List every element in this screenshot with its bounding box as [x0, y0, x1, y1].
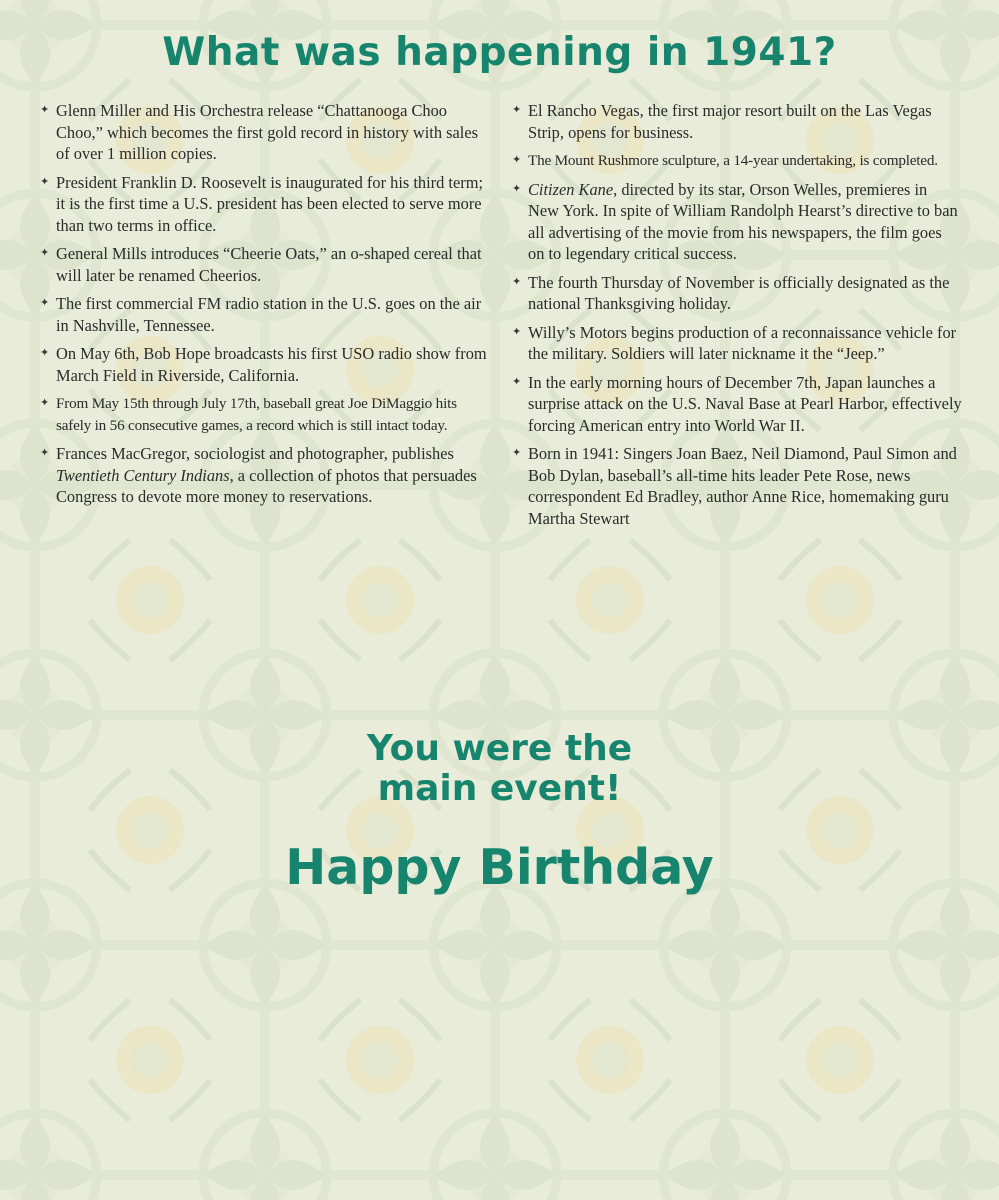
- bullet-icon: ✦: [40, 347, 50, 359]
- bullet-icon: ✦: [512, 375, 522, 388]
- list-item: ✦ Born in 1941: Singers Joan Baez, Neil Diamond, Paul Simon and Bob Dylan, baseball’s all-time hits leader Pete Rose, news correspondent Ed Bradley, author Anne Rice, homemaking guru Martha Stewart: [512, 444, 957, 528]
- list-item: ✦ President Franklin D. Roosevelt is inaugurated for his third term; it is the first time a U.S. president has been elected to serve more than two terms in office.: [40, 172, 483, 235]
- bullet-icon: ✦: [40, 447, 50, 459]
- list-item: ✦ The first commercial FM radio station in the U.S. goes on the air in Nashville, Tennessee.: [40, 294, 482, 335]
- book-title: Twentieth Century Indians: [56, 465, 230, 485]
- bullet-icon: ✦: [512, 154, 522, 166]
- bullet-icon: ✦: [40, 397, 50, 409]
- page-title: What was happening in 1941?: [162, 30, 837, 75]
- list-item: ✦ Glenn Miller and His Orchestra release “Chattanooga Choo Choo,” which becomes the first gold record in history with sales of over 1 million copies.: [40, 101, 478, 163]
- list-item: ✦ From May 15th through July 17th, baseball great Joe DiMaggio hits safely in 56 consecutive games, a record which is still intact today.: [40, 395, 457, 434]
- list-item: ✦ General Mills introduces “Cheerie Oats,” an o-shaped cereal that will later be renamed Cheerios.: [40, 244, 482, 285]
- list-item: ✦ Frances MacGregor, sociologist and photographer, publishes Twentieth Century Indians, a collection of photos that persuades Congress to devote more money to reservations.: [40, 444, 477, 506]
- bullet-icon: ✦: [512, 182, 522, 195]
- closing-line-2: main event!: [377, 768, 622, 809]
- bullet-icon: ✦: [40, 247, 50, 259]
- list-item: ✦ El Rancho Vegas, the first major resort built on the Las Vegas Strip, opens for business.: [512, 101, 932, 142]
- bullet-icon: ✦: [512, 325, 522, 338]
- events-list-left: [40, 100, 490, 515]
- bullet-icon: ✦: [40, 175, 50, 188]
- list-item: ✦ The fourth Thursday of November is officially designated as the national Thanksgiving holiday.: [512, 272, 950, 313]
- bullet-icon: ✦: [40, 297, 50, 309]
- bullet-icon: ✦: [40, 104, 50, 116]
- closing-line-1: You were the: [366, 728, 633, 769]
- list-item: ✦ Willy’s Motors begins production of a reconnaissance vehicle for the military. Soldiers will later nickname it the “Jeep.”: [512, 322, 957, 363]
- film-title: Citizen Kane: [528, 179, 614, 199]
- list-item: ✦ On May 6th, Bob Hope broadcasts his first USO radio show from March Field in Riverside, California.: [40, 344, 487, 385]
- bullet-icon: ✦: [512, 104, 522, 116]
- list-item: ✦ The Mount Rushmore sculpture, a 14-year undertaking, is completed.: [512, 150, 962, 172]
- events-list-right: [512, 100, 962, 536]
- happy-birthday-heading: Happy Birthday: [285, 839, 714, 896]
- bullet-icon: ✦: [512, 275, 522, 288]
- list-item: ✦ Citizen Kane, directed by its star, Orson Welles, premieres in New York. In spite of William Randolph Hearst’s directive to ban all advertising of the movie from his newspapers, the film goes on to legendary critical success.: [512, 179, 958, 263]
- bullet-icon: ✦: [512, 447, 522, 459]
- list-item: ✦ In the early morning hours of December 7th, Japan launches a surprise attack on the U.S. Naval Base at Pearl Harbor, effectively forcing American entry into World War II.: [512, 372, 962, 435]
